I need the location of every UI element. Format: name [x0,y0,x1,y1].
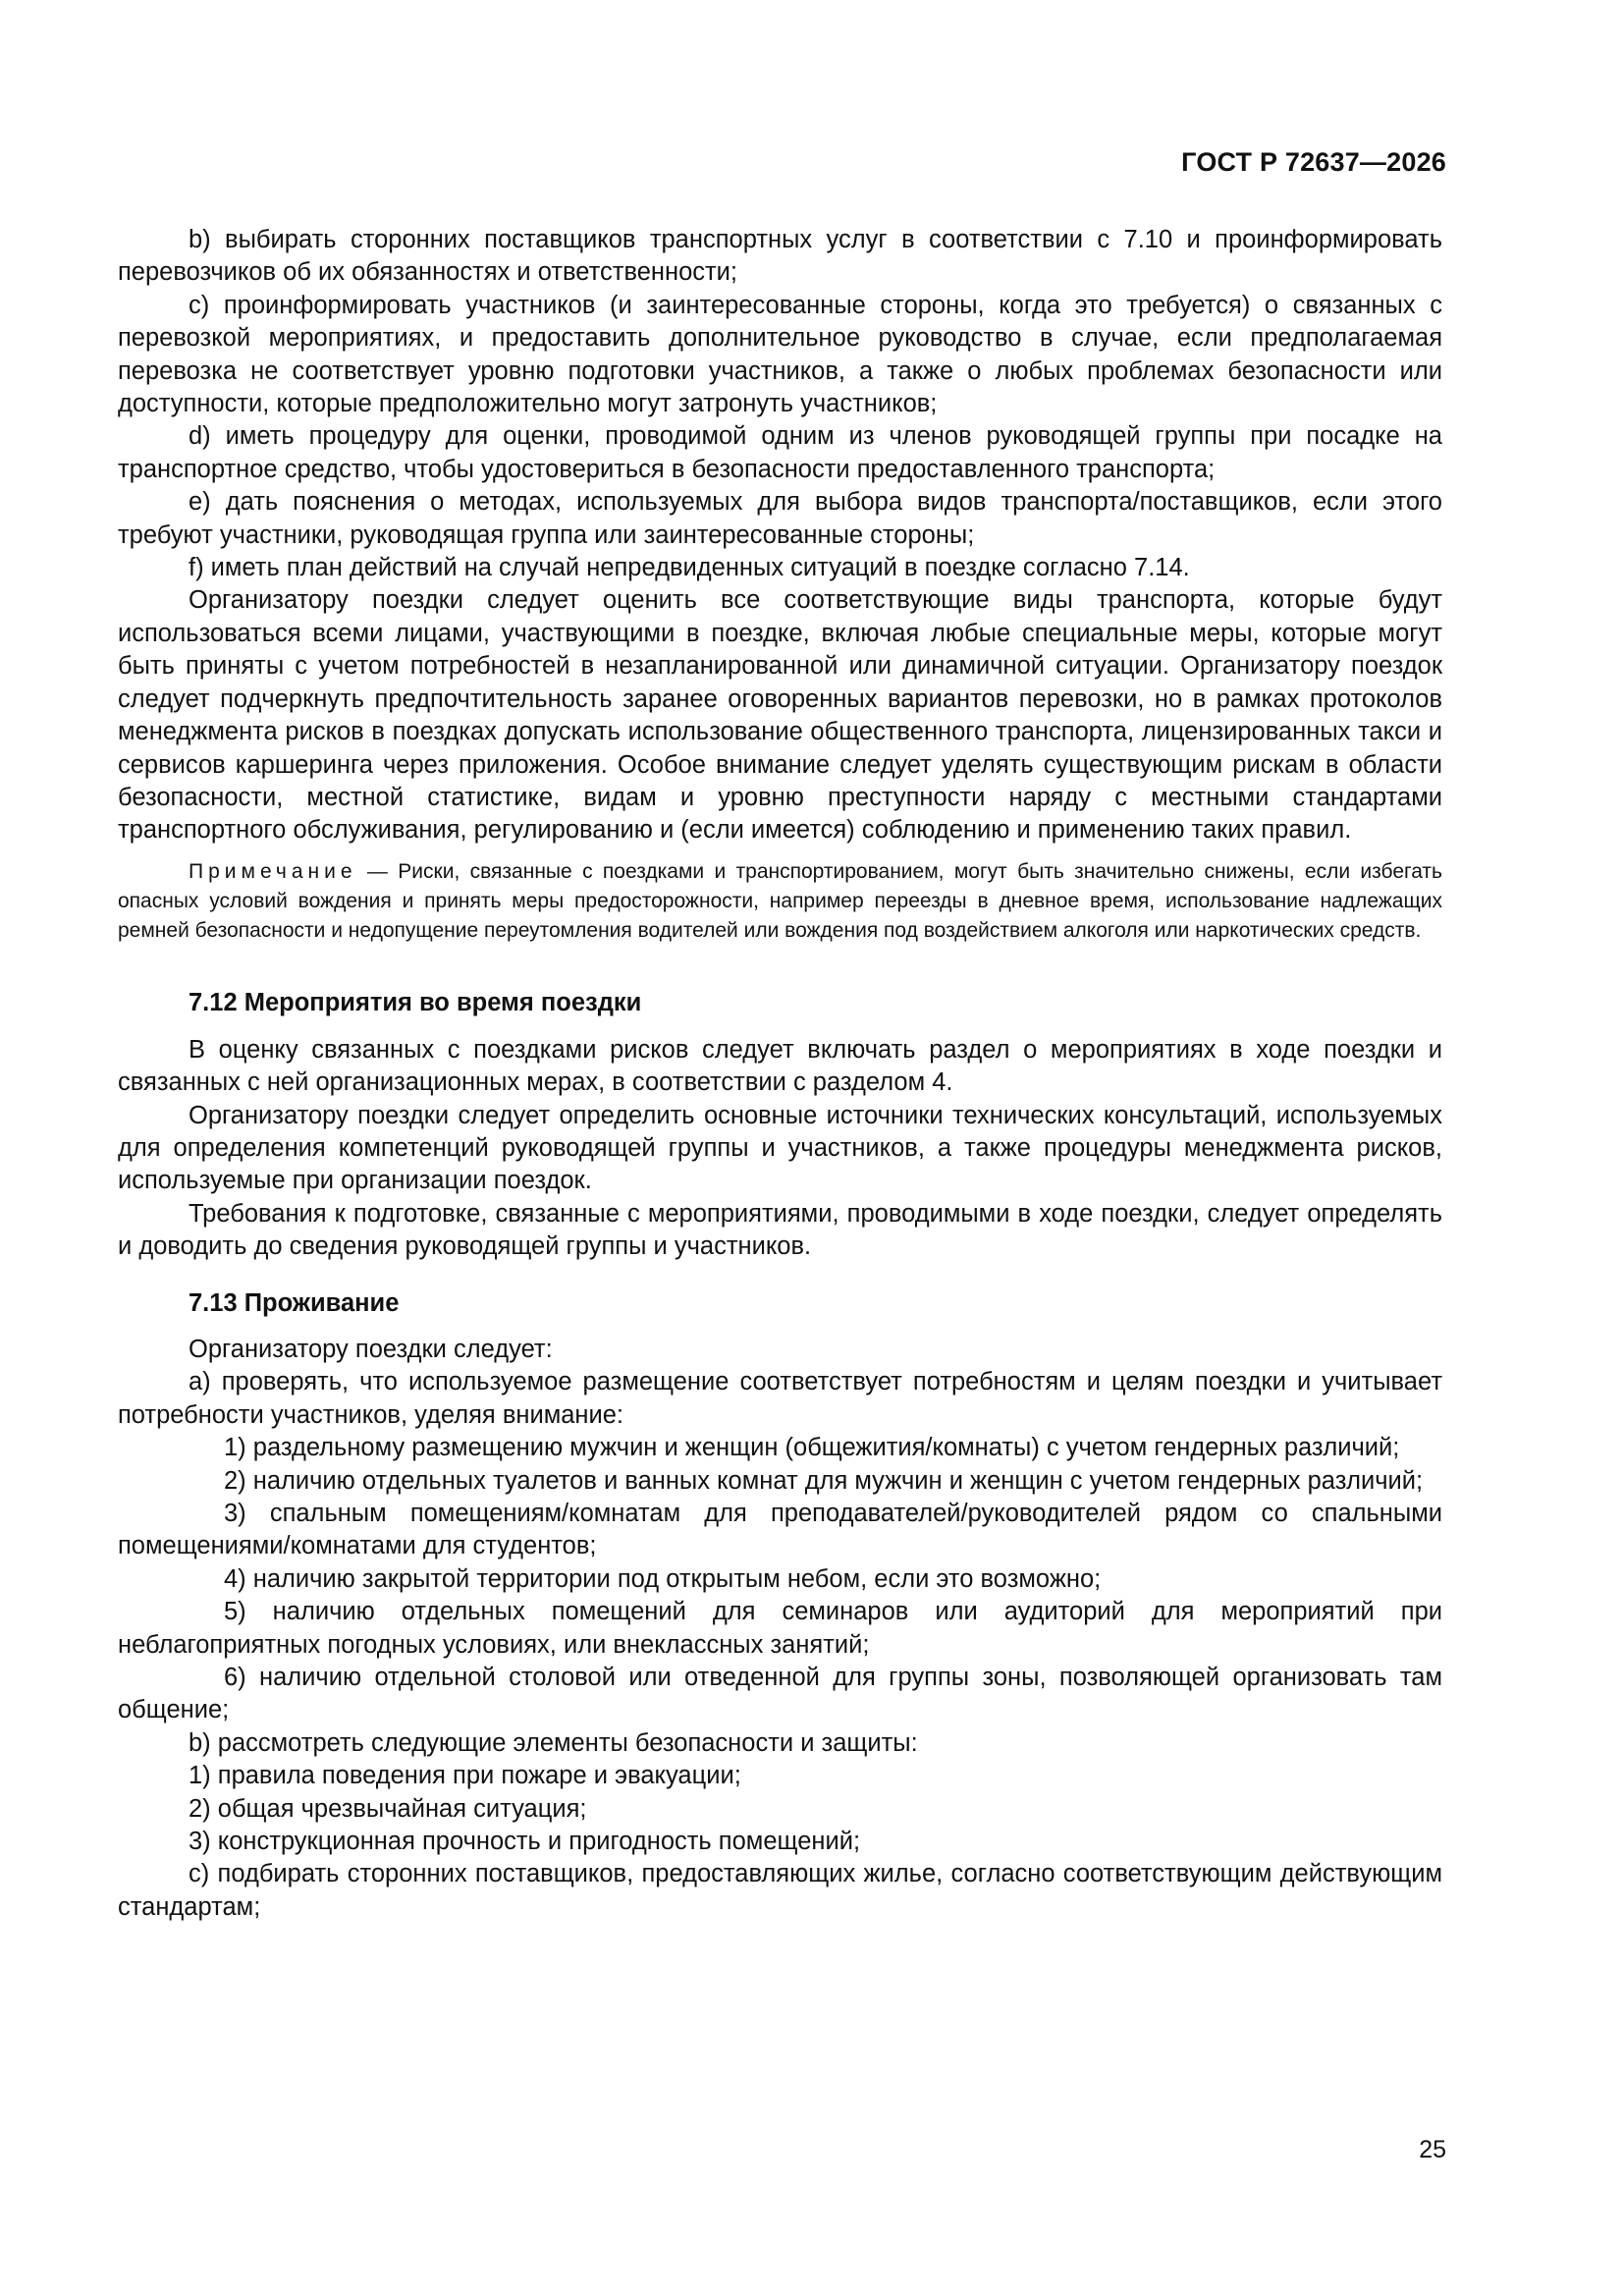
list-item-a: a) проверять, что используемое размещение соответствует потребностям и целям поездки и учитывает потребности участников, уделяя внимание: [118,1368,1442,1429]
list-item-d: d) иметь процедуру для оценки, проводимой одним из членов руководящей группы при посадке на транспортное средство, чтобы удостовериться в безопасности предоставленного транспорта; [118,422,1442,483]
sub-list-item: 6) наличию отдельной столовой или отведенной для группы зоны, позволяющей организовать там общение; [118,1664,1442,1724]
section-heading-7-12: 7.12 Мероприятия во время поездки [189,989,642,1017]
sub-list-item: 1) раздельному размещению мужчин и женщин (общежития/комнаты) с учетом гендерных различий; [224,1434,1400,1462]
sub-list-item: 5) наличию отдельных помещений для семинаров или аудиторий для мероприятий при неблагоприятных погодных условиях, или внеклассных занятий; [118,1598,1442,1659]
list-item-c: c) подбирать сторонних поставщиков, предоставляющих жилье, согласно соответствующим действующим стандартам; [118,1860,1442,1921]
note-label: Примечание [189,859,357,883]
body-paragraph: В оценку связанных с поездками рисков следует включать раздел о мероприятиях в ходе поездки и связанных с ней организационных мерах, в соответствии с разделом 4. [118,1035,1442,1097]
sub-list-item: 3) конструкционная прочность и пригодность помещений; [189,1828,861,1856]
list-item-c: c) проинформировать участников (и заинтересованные стороны, когда это требуется) о связанных с перевозкой мероприятиях, и предоставить дополнительное руководство в случае, если предполагаемая перевозка не соответствует уровню подготовки участников, а также о любых проблемах безопасности или доступности, которые предположительно могут затронуть участников; [118,291,1442,418]
section-heading-7-13: 7.13 Проживание [189,1288,400,1317]
list-item-f: f) иметь план действий на случай непредвиденных ситуаций в поездке согласно 7.14. [189,554,1190,582]
body-paragraph: Организатору поездки следует определить основные источники технических консультаций, используемых для определения компетенций руководящей группы и участников, а также процедуры менеджмента рисков, используемые при организации поездок. [118,1101,1442,1195]
sub-list-item: 4) наличию закрытой территории под открытым небом, если это возможно; [224,1564,1102,1593]
sub-list-item: 2) наличию отдельных туалетов и ванных комнат для мужчин и женщин с учетом гендерных различий; [224,1466,1424,1495]
body-paragraph: Организатору поездки следует: [189,1335,553,1363]
page-number: 25 [1419,2136,1446,2163]
document-id: ГОСТ Р 72637—2026 [1181,147,1446,177]
body-paragraph: Требования к подготовке, связанные с мероприятиями, проводимыми в ходе поездки, следует определять и доводить до сведения руководящей группы и участников. [118,1199,1442,1261]
note-text: — Риски, связанные с поездками и транспортированием, могут быть значительно снижены, если избегать опасных условий вождения и принять меры предосторожности, например переезды в дневное время, использование надлежащих ремней безопасности и недопущение переутомления водителей или вождения под воздействием алкоголя или наркотических средств. [118,859,1442,943]
list-item-b: b) рассмотреть следующие элементы безопасности и защиты: [189,1728,918,1757]
note [118,857,1442,947]
sub-list-item: 2) общая чрезвычайная ситуация; [189,1794,587,1823]
body-paragraph: Организатору поездки следует оценить все соответствующие виды транспорта, которые будут использоваться всеми лицами, участвующими в поездке, включая любые специальные меры, которые могут быть приняты с учетом потребностей в незапланированной или динамичной ситуации. Организатору поездок следует подчеркнуть предпочтительность заранее оговоренных вариантов перевозки, но в рамках протоколов менеджмента рисков в поездках допускать использование общественного транспорта, лицензированных такси и сервисов каршеринга через приложения. Особое внимание следует уделять существующим рискам в области безопасности, местной статистике, видам и уровню преступности наряду с местными стандартами транспортного обслуживания, регулированию и (если имеется) соблюдению и применению таких правил. [118,586,1442,845]
sub-list-item: 1) правила поведения при пожаре и эвакуации; [189,1762,741,1790]
list-item-b: b) выбирать сторонних поставщиков транспортных услуг в соответствии с 7.10 и проинформировать перевозчиков об их обязанностях и ответственности; [118,226,1442,287]
sub-list-item: 3) спальным помещениям/комнатам для преподавателей/руководителей рядом со спальными помещениями/комнатами для студентов; [118,1500,1442,1560]
list-item-e: e) дать пояснения о методах, используемых для выбора видов транспорта/поставщиков, если этого требуют участники, руководящая группа или заинтересованные стороны; [118,488,1442,549]
page-content [118,224,1442,1924]
